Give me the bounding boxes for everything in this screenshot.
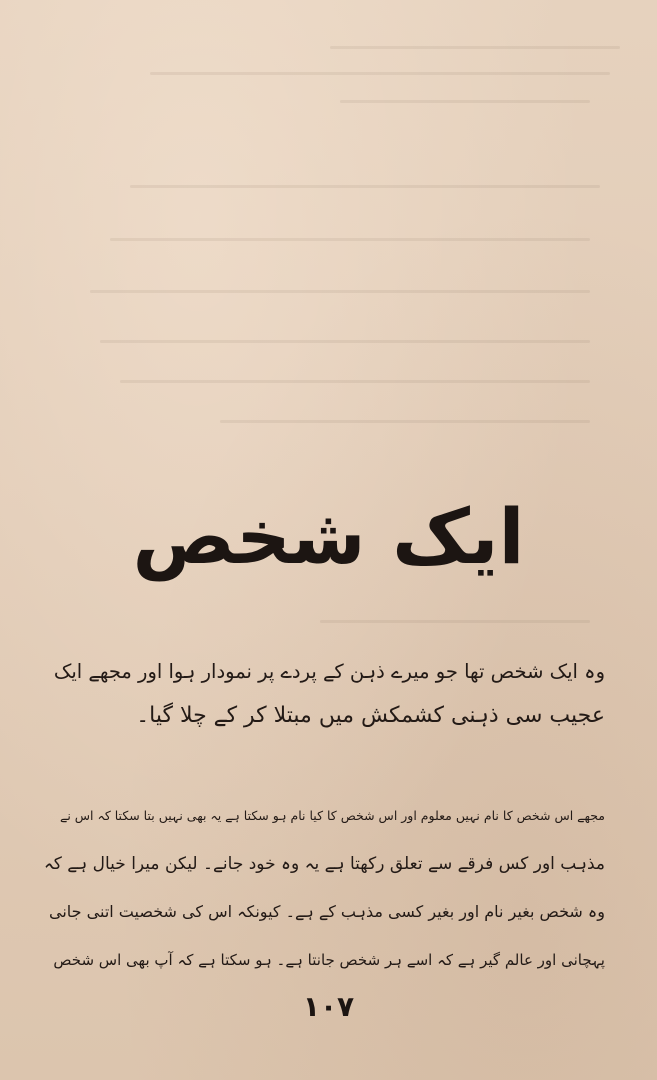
show-through-line [100, 340, 590, 343]
show-through-line [220, 420, 590, 423]
show-through-line [130, 185, 600, 188]
show-through-line [110, 238, 590, 241]
show-through-line [340, 100, 590, 103]
show-through-line [330, 46, 620, 49]
paragraph-2-line-1: مجھے اس شخص کا نام نہیں معلوم اور اس شخص کا کیا نام ہو سکتا ہے یہ بھی نہیں بتا سکتا کہ اس نے [60, 808, 605, 823]
chapter-title: ایک شخص [132, 491, 525, 581]
paragraph-1 [44, 650, 605, 738]
paragraph-2-line-2: مذہب اور کس فرقے سے تعلق رکھتا ہے یہ وہ خود جانے۔ لیکن میرا خیال ہے کہ [43, 854, 605, 874]
show-through-line [90, 290, 590, 293]
show-through-line [320, 620, 590, 623]
paragraph-2-line-3: وہ شخص بغیر نام اور بغیر کسی مذہب کے ہے۔ کیونکہ اس کی شخصیت اتنی جانی [49, 902, 605, 921]
page-number: ۱۰۷ [302, 990, 355, 1023]
paragraph-2 [44, 792, 605, 984]
show-through-line [120, 380, 590, 383]
paragraph-1-line-2: عجیب سی ذہنی کشمکش میں مبتلا کر کے چلا گیا۔ [136, 703, 605, 728]
show-through-line [150, 72, 610, 75]
paragraph-1-line-1: وہ ایک شخص تھا جو میرے ذہن کے پردے پر نمودار ہوا اور مجھے ایک [53, 660, 605, 683]
paragraph-2-line-4: پہچانی اور عالم گیر ہے کہ اسے ہر شخص جانتا ہے۔ ہو سکتا ہے کہ آپ بھی اس شخص [53, 951, 605, 969]
